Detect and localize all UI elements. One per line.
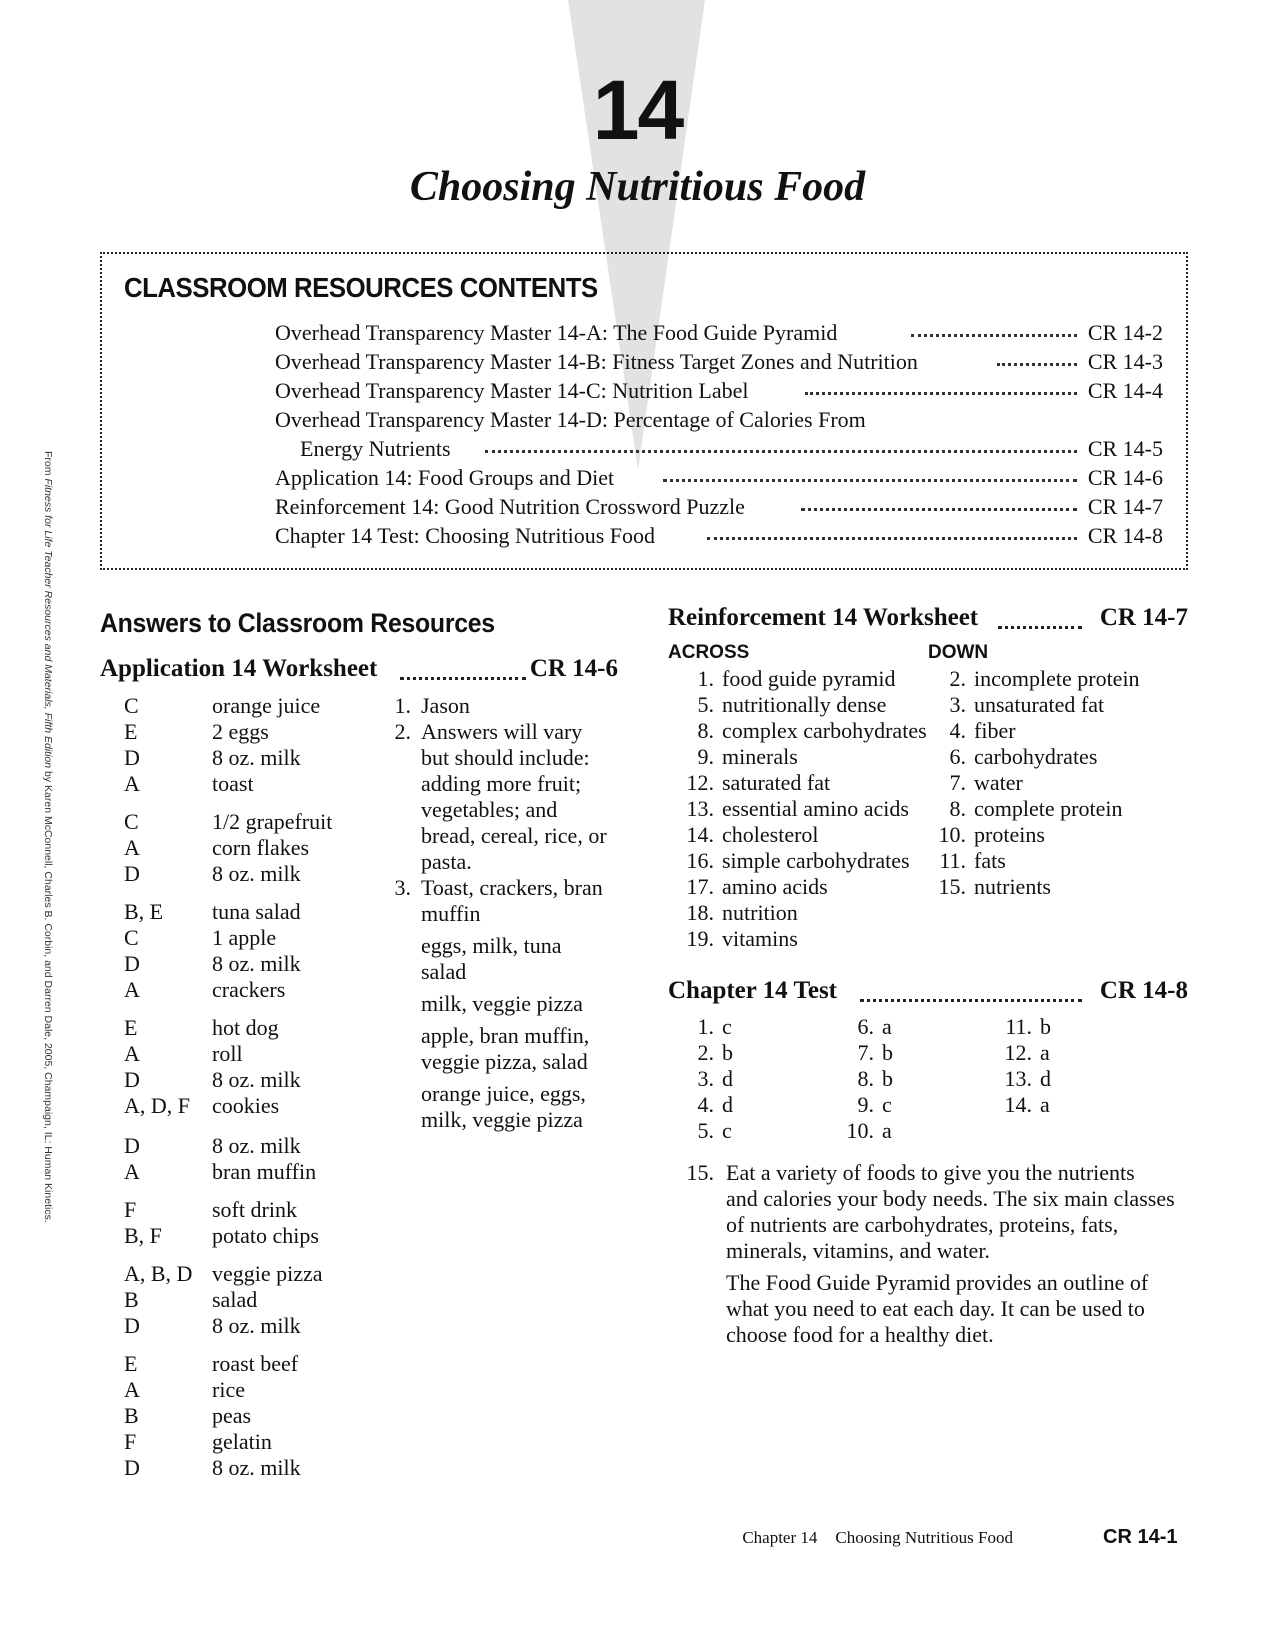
food-group-codes: A bbox=[124, 1377, 140, 1402]
test-question-number: 10. bbox=[846, 1118, 874, 1143]
test-question-number: 9. bbox=[857, 1092, 874, 1117]
meal-row bbox=[124, 1455, 344, 1481]
clue-word: amino acids bbox=[722, 874, 828, 899]
toc-page: CR 14-6 bbox=[1087, 465, 1163, 490]
toc-leader bbox=[801, 508, 1077, 511]
clue-word: simple carbohydrates bbox=[722, 848, 910, 873]
application-question-list bbox=[385, 693, 607, 1133]
toc-title: Overhead Transparency Master 14-A: The Food Guide Pyramid bbox=[275, 320, 838, 345]
food-group-codes: D bbox=[124, 1133, 140, 1158]
test-question-number: 5. bbox=[697, 1118, 714, 1143]
test-question-number: 8. bbox=[857, 1066, 874, 1091]
meal-group bbox=[124, 899, 344, 1003]
food-group-codes: D bbox=[124, 861, 140, 886]
test-question-number: 6. bbox=[857, 1014, 874, 1039]
clue-word: nutrition bbox=[722, 900, 798, 925]
toc-row bbox=[300, 434, 1163, 464]
answer-line: but should include: bbox=[421, 745, 590, 770]
clue-word: nutrients bbox=[974, 874, 1051, 899]
food-group-codes: B bbox=[124, 1403, 139, 1428]
clue-word: minerals bbox=[722, 744, 798, 769]
toc-row bbox=[275, 492, 1163, 522]
food-group-codes: A bbox=[124, 771, 140, 796]
toc-leader bbox=[485, 450, 1077, 453]
clue-number: 13. bbox=[686, 796, 714, 821]
answer-line: pasta. bbox=[421, 849, 472, 874]
essay-line: The Food Guide Pyramid provides an outline of bbox=[726, 1270, 1149, 1295]
clue-word: complete protein bbox=[974, 796, 1123, 821]
chapter-title: Choosing Nutritious Food bbox=[409, 164, 866, 210]
test-answer-letter: b bbox=[882, 1040, 893, 1065]
meal-row bbox=[124, 1067, 344, 1093]
food-name: 8 oz. milk bbox=[212, 1133, 301, 1158]
clue-number: 10. bbox=[938, 822, 966, 847]
meal-row bbox=[124, 1287, 344, 1313]
food-name: 8 oz. milk bbox=[212, 1313, 301, 1338]
meal-group bbox=[124, 809, 344, 887]
meal-row bbox=[124, 771, 344, 797]
clue-number: 9. bbox=[697, 744, 714, 769]
answer-line: Toast, crackers, bran bbox=[421, 875, 603, 900]
clue-number: 17. bbox=[686, 874, 714, 899]
answer-line: muffin bbox=[421, 901, 481, 926]
contents-heading: CLASSROOM RESOURCES CONTENTS bbox=[124, 272, 598, 303]
essay-line: minerals, vitamins, and water. bbox=[726, 1238, 990, 1263]
answer-line: adding more fruit; bbox=[421, 771, 582, 796]
clue-number: 3. bbox=[949, 692, 966, 717]
clue-word: food guide pyramid bbox=[722, 666, 896, 691]
test-answer bbox=[668, 1066, 808, 1092]
food-group-codes: E bbox=[124, 719, 138, 744]
toc-title: Chapter 14 Test: Choosing Nutritious Food bbox=[275, 523, 656, 548]
test-answer-letter: c bbox=[722, 1118, 732, 1143]
food-group-codes: A bbox=[124, 977, 140, 1002]
footer-page-number: CR 14-1 bbox=[1103, 1526, 1178, 1548]
meal-group bbox=[124, 1351, 344, 1481]
food-name: gelatin bbox=[212, 1429, 272, 1454]
answer-line: bread, cereal, rice, or bbox=[421, 823, 607, 848]
footer-title: Choosing Nutritious Food bbox=[835, 1528, 1013, 1547]
toc-row bbox=[275, 405, 1163, 435]
test-answer-letter: d bbox=[722, 1066, 733, 1091]
toc-row bbox=[275, 463, 1163, 493]
clue-word: proteins bbox=[974, 822, 1045, 847]
toc-leader bbox=[997, 363, 1077, 366]
clue-number: 12. bbox=[686, 770, 714, 795]
answer-paragraph bbox=[385, 991, 607, 1017]
meal-row bbox=[124, 899, 344, 925]
clue-word: complex carbohydrates bbox=[722, 718, 927, 743]
meal-row bbox=[124, 719, 344, 745]
food-name: veggie pizza bbox=[212, 1261, 323, 1286]
test-answer-letter: b bbox=[722, 1040, 733, 1065]
toc-page: CR 14-2 bbox=[1087, 320, 1163, 345]
clue-number: 2. bbox=[949, 666, 966, 691]
food-group-list bbox=[124, 693, 344, 1493]
answer-line: vegetables; and bbox=[421, 797, 558, 822]
meal-row bbox=[124, 1313, 344, 1339]
question-answer bbox=[385, 693, 607, 719]
answer-line: orange juice, eggs, bbox=[421, 1081, 586, 1106]
application-heading-page: CR 14-6 bbox=[529, 655, 618, 682]
answer-line: milk, veggie pizza bbox=[421, 1107, 583, 1132]
clue-word: water bbox=[974, 770, 1023, 795]
test-answer bbox=[668, 1092, 808, 1118]
essay-line: of nutrients are carbohydrates, proteins, fats, bbox=[726, 1212, 1119, 1237]
test-answer bbox=[828, 1118, 968, 1144]
clue-number: 8. bbox=[697, 718, 714, 743]
meal-row bbox=[124, 745, 344, 771]
food-group-codes: C bbox=[124, 693, 139, 718]
clue-number: 14. bbox=[686, 822, 714, 847]
meal-group bbox=[124, 693, 344, 797]
test-question-number: 11. bbox=[1005, 1014, 1032, 1039]
food-name: 8 oz. milk bbox=[212, 951, 301, 976]
test-heading-page: CR 14-8 bbox=[1099, 977, 1188, 1004]
clue-word: incomplete protein bbox=[974, 666, 1140, 691]
food-name: soft drink bbox=[212, 1197, 297, 1222]
answer-paragraph bbox=[385, 933, 607, 985]
food-name: orange juice bbox=[212, 693, 321, 718]
clue-number: 11. bbox=[939, 848, 966, 873]
toc-leader bbox=[911, 334, 1077, 337]
toc-page: CR 14-3 bbox=[1087, 349, 1163, 374]
meal-row bbox=[124, 1351, 344, 1377]
meal-group bbox=[124, 1015, 344, 1119]
meal-row bbox=[124, 951, 344, 977]
credit-suffix: by Karen McConnell, Charles B. Corbin, and Darren Dale, 2005, Champaign, IL: Human Kinetics. bbox=[42, 768, 54, 1223]
food-name: 2 eggs bbox=[212, 719, 269, 744]
footer-chapter: Chapter 14 bbox=[742, 1528, 818, 1547]
food-name: bran muffin bbox=[212, 1159, 317, 1184]
food-name: toast bbox=[212, 771, 254, 796]
clue-number: 5. bbox=[697, 692, 714, 717]
test-essay-answer bbox=[668, 1160, 1188, 1354]
clue-word: fats bbox=[974, 848, 1006, 873]
test-answer bbox=[828, 1066, 968, 1092]
food-group-codes: E bbox=[124, 1015, 138, 1040]
question-number: 2. bbox=[394, 719, 411, 744]
answer-line: veggie pizza, salad bbox=[421, 1049, 588, 1074]
test-answer-letter: a bbox=[1040, 1040, 1050, 1065]
test-question-number: 4. bbox=[697, 1092, 714, 1117]
test-answer bbox=[828, 1092, 968, 1118]
meal-row bbox=[124, 1093, 344, 1119]
meal-row bbox=[124, 1015, 344, 1041]
food-group-codes: F bbox=[124, 1197, 137, 1222]
essay-line: what you need to eat each day. It can be used to bbox=[726, 1296, 1145, 1321]
toc-title: Reinforcement 14: Good Nutrition Crossword Puzzle bbox=[275, 494, 745, 519]
answers-heading: Answers to Classroom Resources bbox=[100, 608, 495, 638]
meal-row bbox=[124, 693, 344, 719]
food-name: 1 apple bbox=[212, 925, 277, 950]
food-group-codes: C bbox=[124, 925, 139, 950]
test-heading bbox=[668, 977, 1188, 1009]
food-name: cookies bbox=[212, 1093, 280, 1118]
answer-line: salad bbox=[421, 959, 467, 984]
reinforcement-heading-page: CR 14-7 bbox=[1099, 604, 1188, 631]
heading-leader bbox=[400, 677, 526, 680]
test-answer bbox=[668, 1014, 808, 1040]
test-answer bbox=[828, 1040, 968, 1066]
reinforcement-heading bbox=[668, 604, 1188, 636]
food-name: 8 oz. milk bbox=[212, 745, 301, 770]
food-group-codes: F bbox=[124, 1429, 137, 1454]
essay-paragraph bbox=[668, 1160, 1188, 1264]
down-label: DOWN bbox=[928, 642, 989, 663]
application-heading bbox=[100, 655, 618, 687]
toc-row bbox=[275, 318, 1163, 348]
test-answer-letter: c bbox=[722, 1014, 732, 1039]
toc-row bbox=[275, 521, 1163, 551]
reinforcement-heading-title: Reinforcement 14 Worksheet bbox=[668, 604, 979, 631]
test-question-number: 2. bbox=[697, 1040, 714, 1065]
test-answer-letter: b bbox=[1040, 1014, 1051, 1039]
essay-paragraph bbox=[668, 1270, 1188, 1348]
toc-page: CR 14-5 bbox=[1087, 436, 1163, 461]
answer-line: apple, bran muffin, bbox=[421, 1023, 590, 1048]
clue-number: 8. bbox=[949, 796, 966, 821]
test-answer-letter: d bbox=[1040, 1066, 1051, 1091]
heading-leader bbox=[998, 626, 1082, 629]
clue-number: 16. bbox=[686, 848, 714, 873]
toc-page: CR 14-8 bbox=[1087, 523, 1163, 548]
test-answer-letter: d bbox=[722, 1092, 733, 1117]
test-question-number: 7. bbox=[857, 1040, 874, 1065]
meal-group bbox=[124, 1133, 344, 1185]
chapter-number: 14 bbox=[592, 63, 683, 157]
clue-number: 6. bbox=[949, 744, 966, 769]
answer-line: Jason bbox=[421, 693, 470, 718]
test-question-number: 1. bbox=[697, 1014, 714, 1039]
food-group-codes: D bbox=[124, 951, 140, 976]
food-name: roll bbox=[212, 1041, 243, 1066]
food-name: tuna salad bbox=[212, 899, 301, 924]
clue-word: vitamins bbox=[722, 926, 798, 951]
toc-title: Application 14: Food Groups and Diet bbox=[275, 465, 615, 490]
clue-word: fiber bbox=[974, 718, 1016, 743]
food-name: rice bbox=[212, 1377, 245, 1402]
food-group-codes: B, E bbox=[124, 899, 164, 924]
food-group-codes: A bbox=[124, 1041, 140, 1066]
clue-word: saturated fat bbox=[722, 770, 831, 795]
meal-group bbox=[124, 1197, 344, 1249]
question-answer bbox=[385, 719, 607, 875]
toc-title: Overhead Transparency Master 14-D: Percentage of Calories From bbox=[275, 407, 866, 432]
answer-paragraph bbox=[385, 1081, 607, 1133]
meal-group bbox=[124, 1261, 344, 1339]
food-group-codes: A bbox=[124, 835, 140, 860]
food-group-codes: B bbox=[124, 1287, 139, 1312]
test-answer bbox=[668, 1118, 808, 1144]
toc-row bbox=[275, 376, 1163, 406]
food-group-codes: A bbox=[124, 1159, 140, 1184]
test-question-number: 13. bbox=[1004, 1066, 1032, 1091]
meal-row bbox=[124, 1159, 344, 1185]
toc-title: Overhead Transparency Master 14-B: Fitness Target Zones and Nutrition bbox=[275, 349, 918, 374]
meal-row bbox=[124, 1197, 344, 1223]
question-answer bbox=[385, 875, 607, 927]
clue-word: unsaturated fat bbox=[974, 692, 1105, 717]
test-answer bbox=[668, 1040, 808, 1066]
test-answer-letter: c bbox=[882, 1092, 892, 1117]
toc-page: CR 14-4 bbox=[1087, 378, 1163, 403]
clue-word: cholesterol bbox=[722, 822, 819, 847]
meal-row bbox=[124, 1041, 344, 1067]
food-name: corn flakes bbox=[212, 835, 310, 860]
answer-line: milk, veggie pizza bbox=[421, 991, 583, 1016]
toc-title: Energy Nutrients bbox=[300, 436, 451, 461]
test-answer bbox=[828, 1014, 968, 1040]
food-name: 8 oz. milk bbox=[212, 861, 301, 886]
food-name: peas bbox=[212, 1403, 252, 1428]
test-question-number: 15. bbox=[686, 1160, 714, 1185]
question-number: 3. bbox=[394, 875, 411, 900]
test-heading-title: Chapter 14 Test bbox=[668, 977, 838, 1004]
toc-leader bbox=[805, 392, 1077, 395]
clue-number: 15. bbox=[938, 874, 966, 899]
footer-text bbox=[742, 1528, 1013, 1548]
meal-row bbox=[124, 1133, 344, 1159]
meal-row bbox=[124, 835, 344, 861]
credit-book-title: Fitness for Life Teacher Resources and Materials, Fifth Edition bbox=[42, 478, 54, 769]
toc-row bbox=[275, 347, 1163, 377]
food-group-codes: A, D, F bbox=[124, 1093, 191, 1118]
toc-title: Overhead Transparency Master 14-C: Nutrition Label bbox=[275, 378, 749, 403]
clue-number: 1. bbox=[697, 666, 714, 691]
food-name: hot dog bbox=[212, 1015, 279, 1040]
essay-line: Eat a variety of foods to give you the nutrients bbox=[726, 1160, 1135, 1185]
food-name: potato chips bbox=[212, 1223, 319, 1248]
answer-line: eggs, milk, tuna bbox=[421, 933, 562, 958]
food-name: roast beef bbox=[212, 1351, 299, 1376]
food-group-codes: B, F bbox=[124, 1223, 162, 1248]
clue-word: essential amino acids bbox=[722, 796, 909, 821]
meal-row bbox=[124, 1377, 344, 1403]
question-number: 1. bbox=[394, 693, 411, 718]
answer-paragraph bbox=[385, 1023, 607, 1075]
food-group-codes: D bbox=[124, 745, 140, 770]
essay-line: and calories your body needs. The six main classes bbox=[726, 1186, 1175, 1211]
test-answer-letter: a bbox=[882, 1118, 892, 1143]
test-answer-grid bbox=[668, 1014, 1188, 1150]
toc-leader bbox=[663, 479, 1077, 482]
essay-line: choose food for a healthy diet. bbox=[726, 1322, 994, 1347]
across-label: ACROSS bbox=[668, 642, 750, 663]
toc-leader bbox=[707, 537, 1077, 540]
clue-number: 18. bbox=[686, 900, 714, 925]
clue-number: 19. bbox=[686, 926, 714, 951]
test-answer-letter: b bbox=[882, 1066, 893, 1091]
test-answer bbox=[986, 1092, 1126, 1118]
meal-row bbox=[124, 1261, 344, 1287]
meal-row bbox=[124, 861, 344, 887]
meal-row bbox=[124, 1429, 344, 1455]
test-question-number: 3. bbox=[697, 1066, 714, 1091]
food-name: salad bbox=[212, 1287, 258, 1312]
meal-row bbox=[124, 809, 344, 835]
food-group-codes: D bbox=[124, 1313, 140, 1338]
food-group-codes: D bbox=[124, 1067, 140, 1092]
credit-prefix: From bbox=[42, 451, 54, 479]
food-group-codes: E bbox=[124, 1351, 138, 1376]
food-name: 1/2 grapefruit bbox=[212, 809, 333, 834]
meal-row bbox=[124, 925, 344, 951]
clue-word: carbohydrates bbox=[974, 744, 1098, 769]
side-credit bbox=[38, 451, 54, 1223]
test-answer bbox=[986, 1014, 1126, 1040]
test-answer bbox=[986, 1040, 1126, 1066]
clue-number: 7. bbox=[949, 770, 966, 795]
test-answer-letter: a bbox=[1040, 1092, 1050, 1117]
meal-row bbox=[124, 1403, 344, 1429]
clue-word: nutritionally dense bbox=[722, 692, 887, 717]
clue-number: 4. bbox=[949, 718, 966, 743]
test-question-number: 14. bbox=[1004, 1092, 1032, 1117]
food-group-codes: D bbox=[124, 1455, 140, 1480]
food-group-codes: C bbox=[124, 809, 139, 834]
answer-line: Answers will vary bbox=[421, 719, 583, 744]
test-question-number: 12. bbox=[1004, 1040, 1032, 1065]
heading-leader bbox=[860, 999, 1082, 1002]
toc-page: CR 14-7 bbox=[1087, 494, 1163, 519]
test-answer-letter: a bbox=[882, 1014, 892, 1039]
food-name: crackers bbox=[212, 977, 286, 1002]
meal-row bbox=[124, 1223, 344, 1249]
test-answer bbox=[986, 1066, 1126, 1092]
food-group-codes: A, B, D bbox=[124, 1261, 193, 1286]
food-name: 8 oz. milk bbox=[212, 1455, 301, 1480]
meal-row bbox=[124, 977, 344, 1003]
application-heading-title: Application 14 Worksheet bbox=[100, 655, 378, 682]
food-name: 8 oz. milk bbox=[212, 1067, 301, 1092]
